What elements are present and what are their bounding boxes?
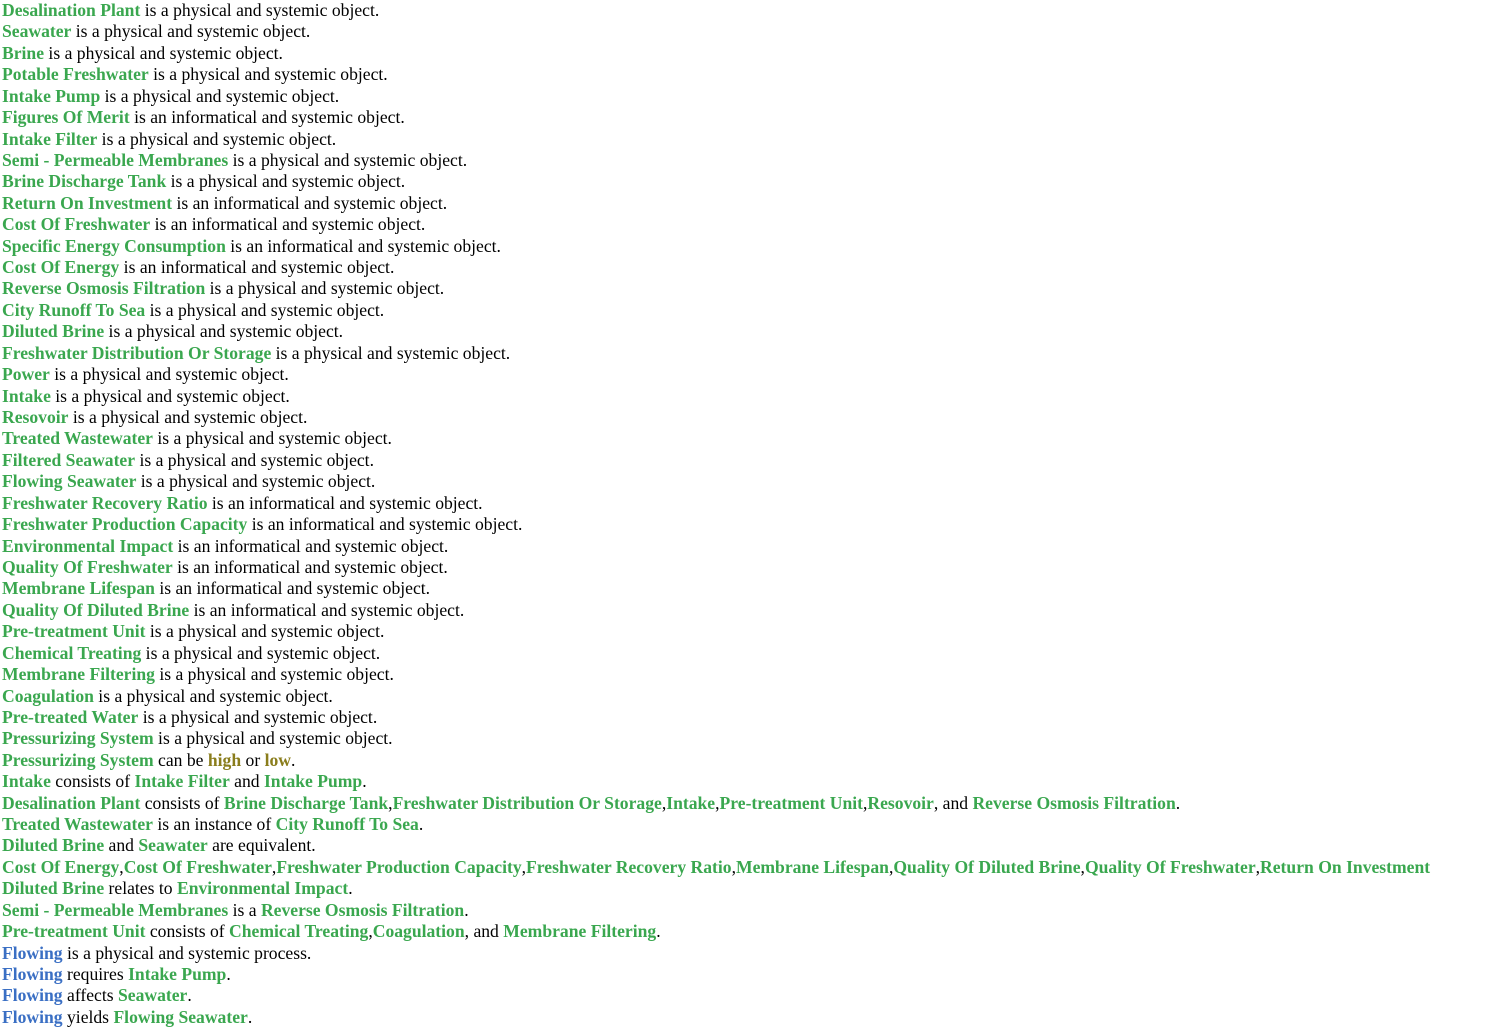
sentence-line	[2, 193, 1500, 214]
sentence-text: is a physical and systemic object.	[153, 728, 393, 749]
sentence-text: ,	[388, 792, 393, 813]
sentence-text: is a physical and systemic object.	[71, 21, 311, 42]
object-name: Seawater	[117, 985, 188, 1006]
sentence-text: .	[187, 985, 192, 1006]
sentence-line	[2, 943, 1500, 964]
object-name: Reverse Osmosis Filtration	[2, 278, 206, 299]
object-name: Diluted Brine	[2, 835, 105, 856]
sentence-text: relates to	[104, 878, 177, 899]
sentence-line	[2, 793, 1500, 814]
sentence-text: .	[362, 771, 367, 792]
sentence-line	[2, 814, 1500, 835]
sentence-text: requires	[62, 963, 129, 984]
sentence-line	[2, 364, 1500, 385]
object-name: Freshwater Distribution Or Storage	[392, 792, 662, 813]
object-name: Membrane Lifespan	[735, 856, 889, 877]
sentence-text: is a physical and systemic object.	[148, 64, 388, 85]
object-name: Flowing Seawater	[2, 471, 137, 492]
object-name: Potable Freshwater	[2, 64, 149, 85]
sentence-text: is a	[228, 899, 261, 920]
sentence-line	[2, 686, 1500, 707]
sentence-text: yields	[62, 1006, 114, 1027]
sentence-text: ,	[888, 856, 894, 877]
object-name: City Runoff To Sea	[275, 814, 419, 835]
sentence-text: ,	[715, 792, 720, 813]
object-name: Chemical Treating	[2, 642, 142, 663]
sentence-text: is a physical and systemic object.	[141, 642, 381, 663]
object-name: Pressurizing System	[2, 728, 154, 749]
sentence-line	[2, 150, 1500, 171]
sentence-line	[2, 857, 1500, 878]
sentence-text: .	[348, 878, 353, 899]
object-name: Diluted Brine	[2, 878, 105, 899]
object-name: Intake Pump	[263, 771, 363, 792]
sentence-text: is an informatical and systemic object.	[129, 107, 405, 128]
sentence-text: is a physical and systemic object.	[49, 364, 289, 385]
sentence-text: .	[418, 814, 424, 835]
process-name: Flowing	[2, 963, 63, 984]
sentence-text: .	[247, 1006, 253, 1027]
sentence-text: is a physical and systemic object.	[50, 385, 290, 406]
sentence-line	[2, 643, 1500, 664]
object-name: Pre-treatment Unit	[719, 792, 863, 813]
sentence-text: is a physical and systemic process.	[62, 942, 312, 963]
sentence-text: is an informatical and systemic object.	[225, 235, 501, 256]
object-name: Return On Investment	[2, 192, 173, 213]
sentence-text: affects	[62, 985, 118, 1006]
sentence-text: is an informatical and systemic object.	[247, 514, 523, 535]
object-name: Resovoir	[2, 407, 69, 428]
sentence-text: , and	[464, 921, 504, 942]
sentence-text: is a physical and systemic object.	[205, 278, 445, 299]
sentence-text: or	[241, 749, 265, 770]
sentence-text: is a physical and systemic object.	[68, 407, 308, 428]
sentence-line	[2, 578, 1500, 599]
object-name: Intake	[2, 771, 51, 792]
object-name: Cost Of Energy	[2, 257, 120, 278]
sentence-text: .	[656, 921, 661, 942]
sentence-text: ,	[521, 856, 527, 877]
sentence-line	[2, 985, 1500, 1006]
sentence-line	[2, 407, 1500, 428]
sentence-text: consists of	[140, 792, 224, 813]
object-name: Power	[2, 364, 50, 385]
sentence-text: is a physical and systemic object.	[154, 664, 394, 685]
object-name: Quality Of Freshwater	[1084, 856, 1256, 877]
sentence-text: is a physical and systemic object.	[145, 621, 385, 642]
sentence-text: is an informatical and systemic object.	[173, 535, 449, 556]
object-name: Return On Investment	[1260, 856, 1431, 877]
sentence-line	[2, 557, 1500, 578]
sentence-text: is a physical and systemic object.	[104, 321, 344, 342]
sentence-text: ,	[661, 792, 667, 813]
sentence-line	[2, 621, 1500, 642]
object-name: Intake	[2, 385, 51, 406]
sentence-text: .	[464, 899, 469, 920]
object-name: Freshwater Recovery Ratio	[526, 856, 732, 877]
sentence-line	[2, 471, 1500, 492]
sentence-line	[2, 536, 1500, 557]
sentence-text: is a physical and systemic object.	[228, 149, 468, 170]
sentence-text: is an informatical and systemic object.	[154, 578, 431, 599]
sentence-line	[2, 43, 1500, 64]
sentence-text: is a physical and systemic object.	[44, 42, 283, 63]
sentence-line	[2, 107, 1500, 128]
object-name: Filtered Seawater	[2, 449, 136, 470]
sentence-text: is an informatical and systemic object.	[172, 556, 448, 577]
sentence-text: is a physical and systemic object.	[97, 128, 337, 149]
sentence-line	[2, 771, 1500, 792]
object-name: Coagulation	[372, 921, 465, 942]
object-name: Freshwater Distribution Or Storage	[2, 342, 272, 363]
sentence-line	[2, 428, 1500, 449]
object-name: Coagulation	[2, 685, 94, 706]
opl-document	[2, 0, 1500, 1028]
state-name: low	[264, 749, 291, 770]
object-name: Cost Of Freshwater	[123, 856, 272, 877]
object-name: Diluted Brine	[2, 321, 105, 342]
sentence-text: are equivalent.	[207, 835, 316, 856]
sentence-line	[2, 1007, 1500, 1028]
object-name: Membrane Filtering	[2, 664, 155, 685]
sentence-text: is an informatical and systemic object.	[172, 192, 448, 213]
object-name: Figures Of Merit	[2, 107, 130, 128]
sentence-text: .	[290, 749, 296, 770]
sentence-line	[2, 236, 1500, 257]
object-name: Desalination Plant	[2, 792, 141, 813]
sentence-line	[2, 514, 1500, 535]
object-name: Brine Discharge Tank	[2, 171, 167, 192]
sentence-line	[2, 964, 1500, 985]
sentence-text: is an informatical and systemic object.	[150, 214, 426, 235]
object-name: Cost Of Energy	[2, 856, 120, 877]
object-name: Specific Energy Consumption	[2, 235, 226, 256]
sentence-text: consists of	[50, 771, 135, 792]
object-name: Desalination Plant	[2, 0, 141, 20]
object-name: Freshwater Production Capacity	[2, 514, 248, 535]
object-name: Treated Wastewater	[2, 814, 153, 835]
sentence-line	[2, 600, 1500, 621]
sentence-line	[2, 171, 1500, 192]
sentence-line	[2, 450, 1500, 471]
sentence-line	[2, 257, 1500, 278]
sentence-line	[2, 878, 1500, 899]
sentence-text: can be	[153, 749, 208, 770]
sentence-text: .	[226, 963, 231, 984]
sentence-text: is an informatical and systemic object.	[207, 492, 483, 513]
object-name: Flowing Seawater	[113, 1006, 248, 1027]
sentence-line	[2, 343, 1500, 364]
object-name: City Runoff To Sea	[2, 299, 146, 320]
object-name: Intake Filter	[134, 771, 230, 792]
object-name: Seawater	[138, 835, 208, 856]
process-name: Flowing	[2, 985, 63, 1006]
object-name: Environmental Impact	[176, 878, 349, 899]
sentence-text: is an informatical and systemic object.	[119, 257, 395, 278]
object-name: Pre-treatment Unit	[2, 621, 146, 642]
sentence-line	[2, 707, 1500, 728]
object-name: Cost Of Freshwater	[2, 214, 151, 235]
sentence-text: , and	[933, 792, 973, 813]
object-name: Quality Of Diluted Brine	[2, 599, 190, 620]
object-name: Reverse Osmosis Filtration	[972, 792, 1176, 813]
state-name: high	[207, 749, 242, 770]
sentence-line	[2, 0, 1500, 21]
object-name: Freshwater Production Capacity	[276, 856, 522, 877]
sentence-text: is an instance of	[152, 814, 276, 835]
sentence-text: ,	[1255, 856, 1261, 877]
sentence-line	[2, 300, 1500, 321]
object-name: Pre-treatment Unit	[2, 921, 146, 942]
object-name: Seawater	[2, 21, 72, 42]
object-name: Intake	[666, 792, 716, 813]
object-name: Membrane Lifespan	[2, 578, 155, 599]
sentence-line	[2, 493, 1500, 514]
object-name: Semi - Permeable Membranes	[2, 899, 229, 920]
sentence-text: is a physical and systemic object.	[271, 342, 511, 363]
object-name: Intake Filter	[2, 128, 98, 149]
sentence-line	[2, 750, 1500, 771]
process-name: Flowing	[2, 942, 63, 963]
sentence-text: ,	[863, 792, 868, 813]
object-name: Intake Pump	[128, 963, 227, 984]
object-name: Brine Discharge Tank	[223, 792, 389, 813]
sentence-text: is a physical and systemic object.	[140, 0, 380, 20]
sentence-text: is a physical and systemic object.	[93, 685, 333, 706]
sentence-text: ,	[119, 856, 124, 877]
sentence-line	[2, 129, 1500, 150]
sentence-line	[2, 321, 1500, 342]
sentence-line	[2, 86, 1500, 107]
sentence-line	[2, 728, 1500, 749]
sentence-text: is a physical and systemic object.	[152, 428, 392, 449]
object-name: Quality Of Diluted Brine	[893, 856, 1081, 877]
object-name: Semi - Permeable Membranes	[2, 149, 229, 170]
object-name: Brine	[2, 42, 45, 63]
sentence-text: ,	[731, 856, 736, 877]
sentence-line	[2, 386, 1500, 407]
object-name: Membrane Filtering	[503, 921, 657, 942]
sentence-text: ,	[271, 856, 277, 877]
sentence-text: is a physical and systemic object.	[145, 299, 385, 320]
sentence-line	[2, 835, 1500, 856]
object-name: Quality Of Freshwater	[2, 556, 173, 577]
object-name: Chemical Treating	[229, 921, 369, 942]
sentence-line	[2, 64, 1500, 85]
object-name: Reverse Osmosis Filtration	[260, 899, 465, 920]
sentence-text: and	[104, 835, 139, 856]
sentence-text: is a physical and systemic object.	[135, 449, 374, 470]
sentence-line	[2, 214, 1500, 235]
sentence-line	[2, 21, 1500, 42]
sentence-text: is an informatical and systemic object.	[189, 599, 465, 620]
sentence-line	[2, 278, 1500, 299]
object-name: Freshwater Recovery Ratio	[2, 492, 208, 513]
object-name: Treated Wastewater	[2, 428, 153, 449]
object-name: Environmental Impact	[2, 535, 174, 556]
sentence-text: is a physical and systemic object.	[136, 471, 376, 492]
sentence-text: and	[229, 771, 264, 792]
object-name: Pre-treated Water	[2, 706, 139, 727]
sentence-line	[2, 921, 1500, 942]
object-name: Pressurizing System	[2, 749, 154, 770]
sentence-text: is a physical and systemic object.	[138, 706, 378, 727]
sentence-text: ,	[1080, 856, 1085, 877]
sentence-line	[2, 664, 1500, 685]
sentence-text: .	[1175, 792, 1181, 813]
sentence-line	[2, 900, 1500, 921]
sentence-text: consists of	[145, 921, 230, 942]
object-name: Resovoir	[867, 792, 934, 813]
object-name: Intake Pump	[2, 85, 101, 106]
sentence-text: is a physical and systemic object.	[166, 171, 406, 192]
process-name: Flowing	[2, 1006, 63, 1027]
sentence-text: ,	[368, 921, 373, 942]
sentence-text: is a physical and systemic object.	[100, 85, 340, 106]
